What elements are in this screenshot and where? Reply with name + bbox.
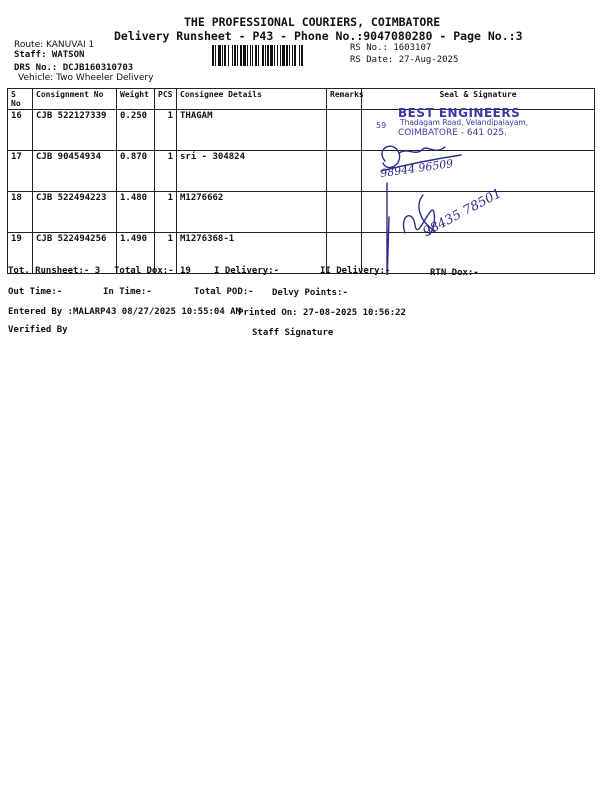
stamp-name: BEST ENGINEERS: [398, 106, 521, 120]
row-sno: 18: [8, 192, 33, 233]
staff-label: Staff: WATSON: [14, 50, 85, 60]
header-consignee: Consignee Details: [177, 89, 327, 110]
barcode-bar: [247, 45, 248, 66]
barcode-bar: [292, 45, 293, 66]
header-remarks: Remarks: [327, 89, 362, 110]
row-pcs: 1: [155, 110, 177, 151]
barcode-bar: [267, 45, 269, 66]
row-sno: 16: [8, 110, 33, 151]
row-remarks: [327, 151, 362, 192]
row-weight: 1.490: [117, 233, 155, 274]
barcode-bar: [299, 45, 300, 66]
total-dox-value: 19: [180, 266, 191, 276]
runsheet-subtitle: Delivery Runsheet - P43 - Phone No.:9047080280 - Page No.:3: [114, 29, 523, 43]
stamp-line1: Thadagam Road, Velandipalayam,: [400, 118, 529, 127]
barcode-bar: [222, 45, 223, 66]
barcode: [212, 45, 346, 66]
barcode-bar: [282, 45, 285, 66]
barcode-bar: [228, 45, 229, 66]
row-weight: 1.480: [117, 192, 155, 233]
barcode-bar: [280, 45, 281, 66]
handwritten-phone-1: 98944 96509: [379, 156, 455, 181]
in-time: In Time:-: [103, 287, 152, 297]
barcode-bar: [265, 45, 266, 66]
row-pcs: 1: [155, 151, 177, 192]
staff-signature: Staff Signature: [252, 328, 334, 338]
row-consignee: sri - 304824: [177, 151, 327, 192]
barcode-bar: [240, 45, 242, 66]
printed-on: Printed On: 27-08-2025 10:56:22: [238, 308, 406, 318]
barcode-bar: [250, 45, 251, 66]
header-seal: Seal & Signature: [362, 89, 595, 110]
header-consignment: Consignment No: [33, 89, 117, 110]
barcode-bar: [252, 45, 253, 66]
barcode-bar: [212, 45, 214, 66]
row-weight: 0.870: [117, 151, 155, 192]
rs-date: RS Date: 27-Aug-2025: [350, 55, 459, 65]
barcode-bar: [274, 45, 275, 66]
row-remarks: [327, 110, 362, 151]
barcode-bar: [224, 45, 226, 66]
barcode-bar: [255, 45, 257, 66]
barcode-bar: [232, 45, 233, 66]
vehicle-label: Vehicle: Two Wheeler Delivery: [18, 73, 154, 83]
stamp-prefix: 59: [376, 121, 387, 130]
row-pcs: 1: [155, 192, 177, 233]
barcode-bar: [262, 45, 264, 66]
barcode-bar: [258, 45, 259, 66]
header-pcs: PCS: [155, 89, 177, 110]
barcode-bar: [270, 45, 273, 66]
row-sno: 19: [8, 233, 33, 274]
row-consignee: M1276368-1: [177, 233, 327, 274]
row-consignment: CJB 522494256: [33, 233, 117, 274]
row-consignment: CJB 522127339: [33, 110, 117, 151]
drs-number: DRS No.: DCJB160310703: [14, 63, 134, 73]
out-time: Out Time:-: [8, 287, 63, 297]
barcode-bar: [289, 45, 290, 66]
row-consignment: CJB 522494223: [33, 192, 117, 233]
barcode-bar: [237, 45, 238, 66]
entered-by: Entered By :MALARP43 08/27/2025 10:55:04 AM: [8, 307, 241, 317]
barcode-bar: [218, 45, 221, 66]
header-weight: Weight: [117, 89, 155, 110]
verified-by: Verified By: [8, 325, 68, 335]
tot-runsheet: Tot. Runsheet:- 3: [8, 266, 101, 276]
row-consignee: M1276662: [177, 192, 327, 233]
barcode-bar: [243, 45, 246, 66]
i-delivery: I Delivery:-: [214, 266, 280, 276]
rtn-dox: RTN Dox:-: [430, 268, 479, 278]
total-dox-label: Total Dox:-: [114, 266, 174, 276]
barcode-bar: [286, 45, 288, 66]
delvy-points: Delvy Points:-: [272, 288, 348, 298]
barcode-bar: [277, 45, 278, 66]
stamp-line2: COIMBATORE - 641 025.: [398, 128, 507, 138]
ii-delivery: II Delivery:-: [320, 266, 391, 276]
row-sno: 17: [8, 151, 33, 192]
handwritten-phone-2: 98435 78501: [420, 186, 505, 241]
barcode-bar: [294, 45, 296, 66]
header-sno: S No: [8, 89, 33, 110]
row-consignee: THAGAM: [177, 110, 327, 151]
barcode-bar: [215, 45, 216, 66]
row-remarks: [327, 192, 362, 233]
total-pod: Total POD:-: [194, 287, 254, 297]
row-pcs: 1: [155, 233, 177, 274]
row-consignment: CJB 90454934: [33, 151, 117, 192]
barcode-bar: [301, 45, 303, 66]
route-label: Route: KANUVAI 1: [14, 40, 95, 50]
row-weight: 0.250: [117, 110, 155, 151]
barcode-bar: [234, 45, 236, 66]
company-title: THE PROFESSIONAL COURIERS, COIMBATORE: [184, 15, 441, 29]
rs-number: RS No.: 1603107: [350, 43, 432, 53]
